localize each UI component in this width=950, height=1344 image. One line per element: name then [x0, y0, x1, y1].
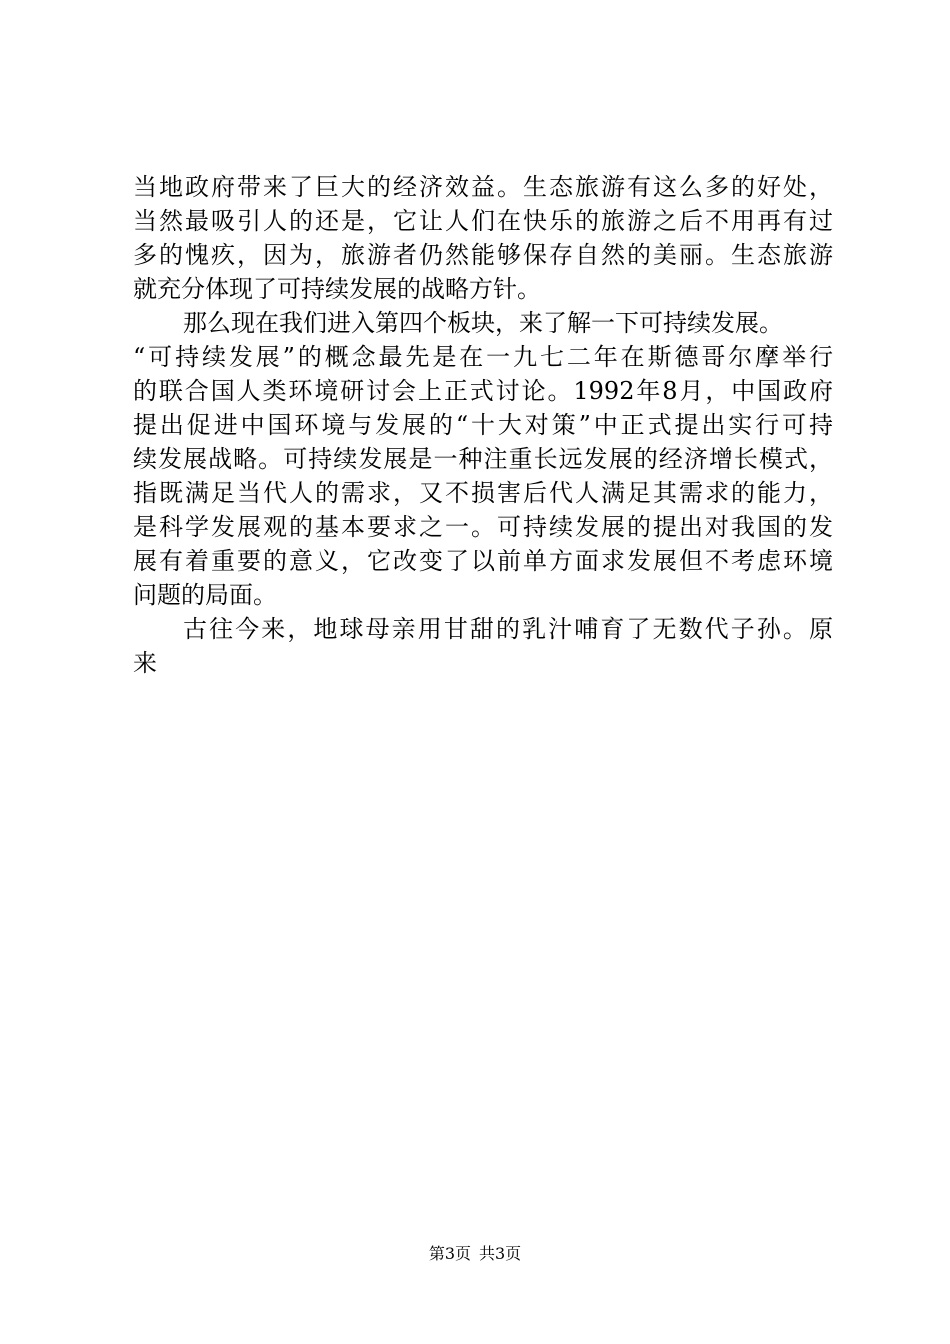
text-line: 来: [133, 649, 157, 677]
text-line: 指既满足当代人的需求，又不损害后代人满足其需求的能力，: [133, 479, 833, 507]
page-footer: [0, 1243, 950, 1265]
paragraph-start-line: 古往今来，地球母亲用甘甜的乳汁哺育了无数代子孙。原: [183, 615, 833, 643]
body-text: [133, 170, 833, 680]
text-line: 当地政府带来了巨大的经济效益。生态旅游有这么多的好处，: [133, 173, 833, 201]
text-line: 续发展战略。可持续发展是一种注重长远发展的经济增长模式，: [133, 445, 833, 473]
text-line: 就充分体现了可持续发展的战略方针。: [133, 275, 541, 303]
text-line: 多的愧疚，因为，旅游者仍然能够保存自然的美丽。生态旅游: [133, 241, 833, 269]
text-line: 是科学发展观的基本要求之一。可持续发展的提出对我国的发: [133, 513, 833, 541]
text-line: “可持续发展”的概念最先是在一九七二年在斯德哥尔摩举行: [133, 343, 833, 371]
text-line: 的联合国人类环境研讨会上正式讨论。1992年8月，中国政府: [133, 377, 833, 405]
text-line: 当然最吸引人的还是，它让人们在快乐的旅游之后不用再有过: [133, 207, 833, 235]
text-line: 问题的局面。: [133, 581, 277, 609]
text-line: 提出促进中国环境与发展的“十大对策”中正式提出实行可持: [133, 411, 833, 439]
paragraph-start-line: 那么现在我们进入第四个板块，来了解一下可持续发展。: [183, 309, 783, 337]
page-number: 第3页: [428, 1244, 471, 1263]
page-total: 共3页: [479, 1244, 522, 1263]
text-line: 展有着重要的意义，它改变了以前单方面求发展但不考虑环境: [133, 547, 833, 575]
